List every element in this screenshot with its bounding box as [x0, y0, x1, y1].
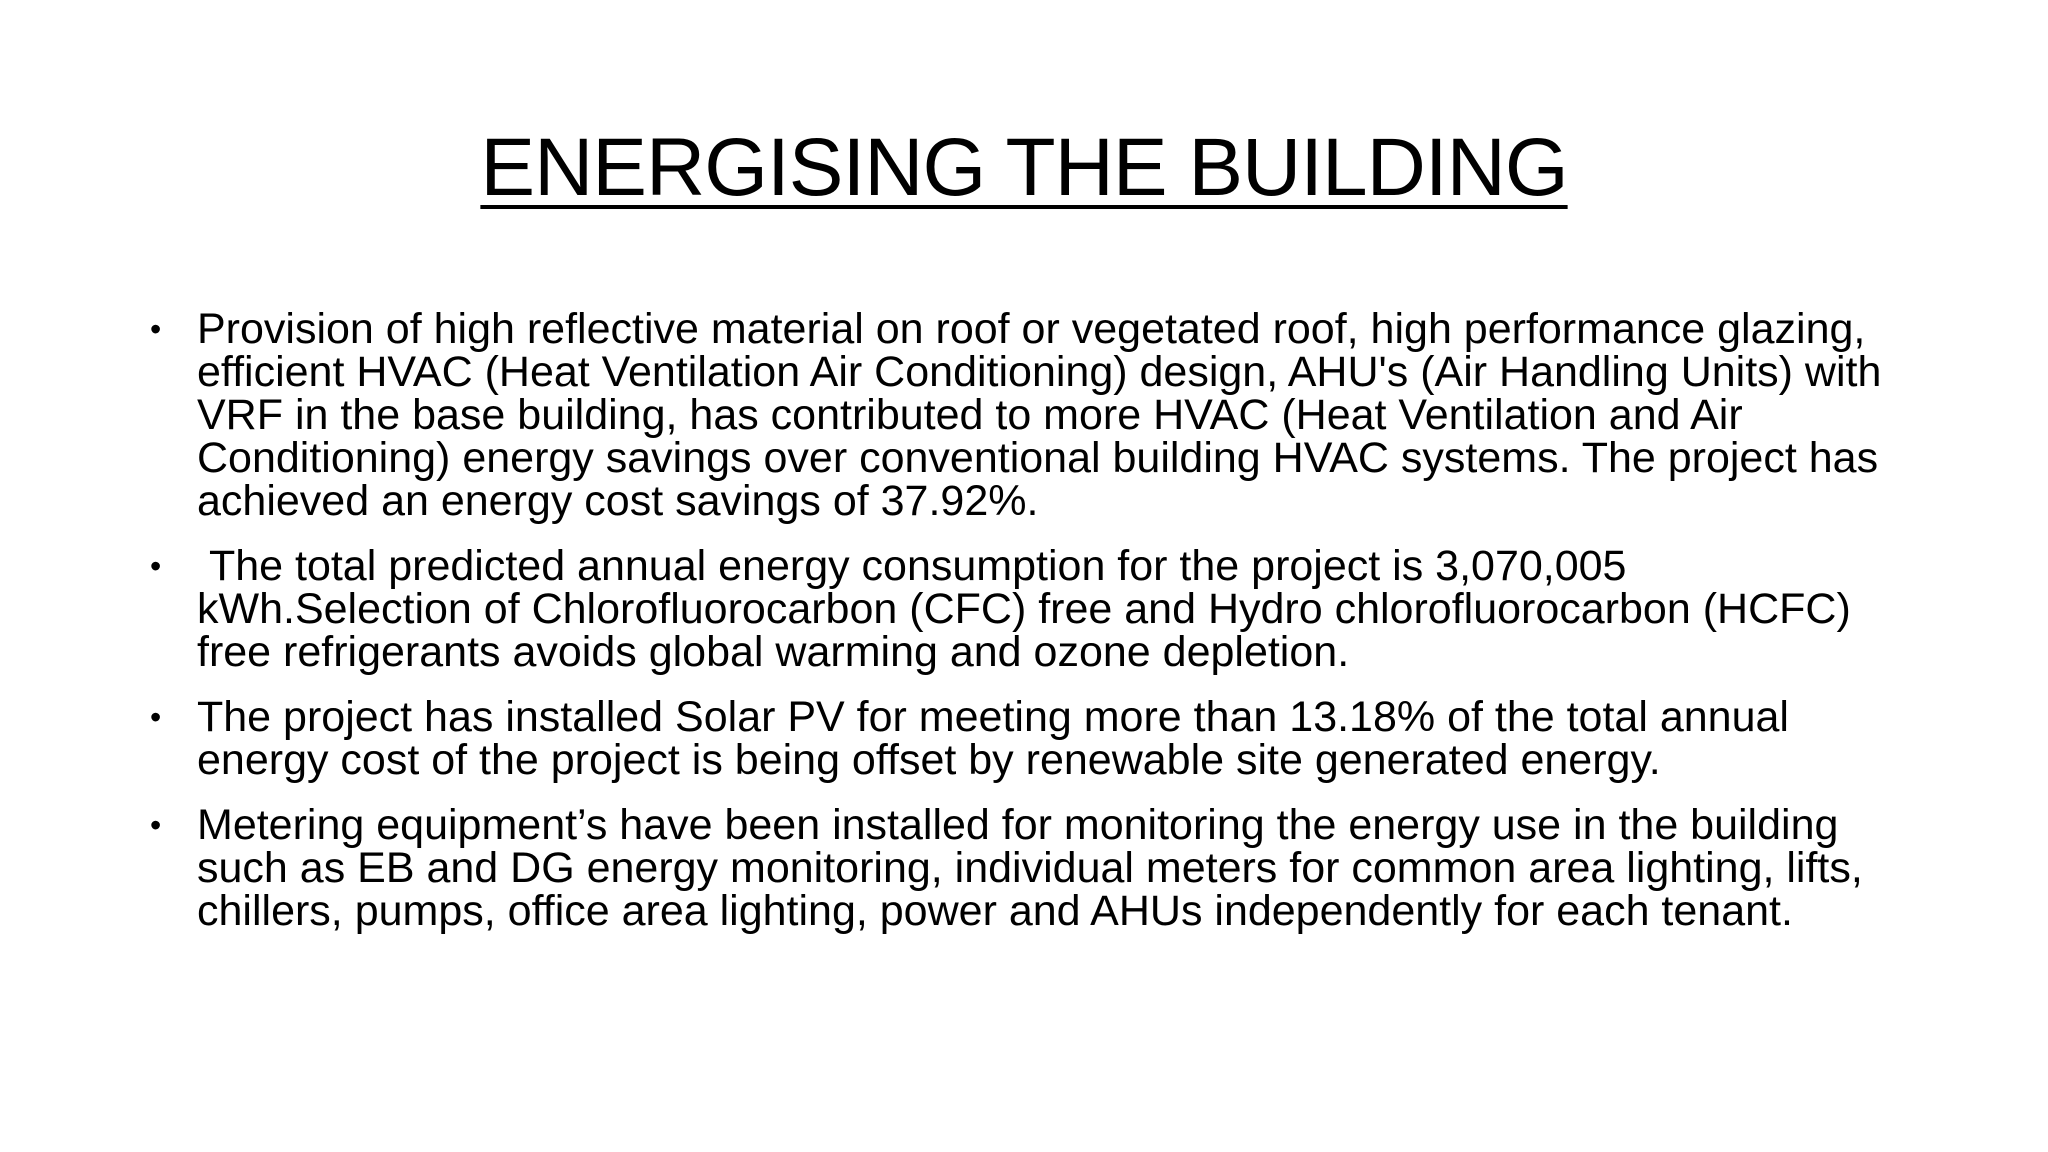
bullet-text: Provision of high reflective material on roof or vegetated roof, high performance glazing, efficient HVAC (Heat Ventilation Air Conditioning) design, AHU's (Air Handling Units) with VRF in the base building, has contributed to more HVAC (Heat Ventilation and Air Conditioning) energy savings over conventional building HVAC systems. The project has achieved an energy cost savings of 37.92%. — [197, 305, 1882, 525]
bullet-item-solar-pv — [150, 693, 1910, 784]
bullet-item-energy-consumption — [150, 542, 1910, 676]
bullet-item-hvac-savings — [150, 305, 1910, 525]
bullet-icon: • — [150, 807, 162, 843]
bullet-item-metering — [150, 801, 1910, 935]
slide-title — [0, 118, 2048, 218]
bullet-icon: • — [150, 699, 162, 735]
bullet-list — [150, 305, 1910, 955]
bullet-text: The total predicted annual energy consumption for the project is 3,070,005 kWh.Selection of Chlorofluorocarbon (CFC) free and Hydro chlorofluorocarbon (HCFC) free refrigerants avoids global warming and ozone depletion. — [197, 542, 1863, 676]
bullet-icon: • — [150, 311, 162, 347]
bullet-text: Metering equipment’s have been installed for monitoring the energy use in the building such as EB and DG energy monitoring, individual meters for common area lighting, lifts, chillers, pumps, office area lighting, power and AHUs independently for each tenant. — [197, 801, 1863, 935]
slide-title-text: ENERGISING THE BUILDING — [480, 122, 1568, 213]
bullet-text: The project has installed Solar PV for meeting more than 13.18% of the total annual energy cost of the project is being offset by renewable site generated energy. — [197, 693, 1789, 784]
bullet-icon: • — [150, 548, 162, 584]
